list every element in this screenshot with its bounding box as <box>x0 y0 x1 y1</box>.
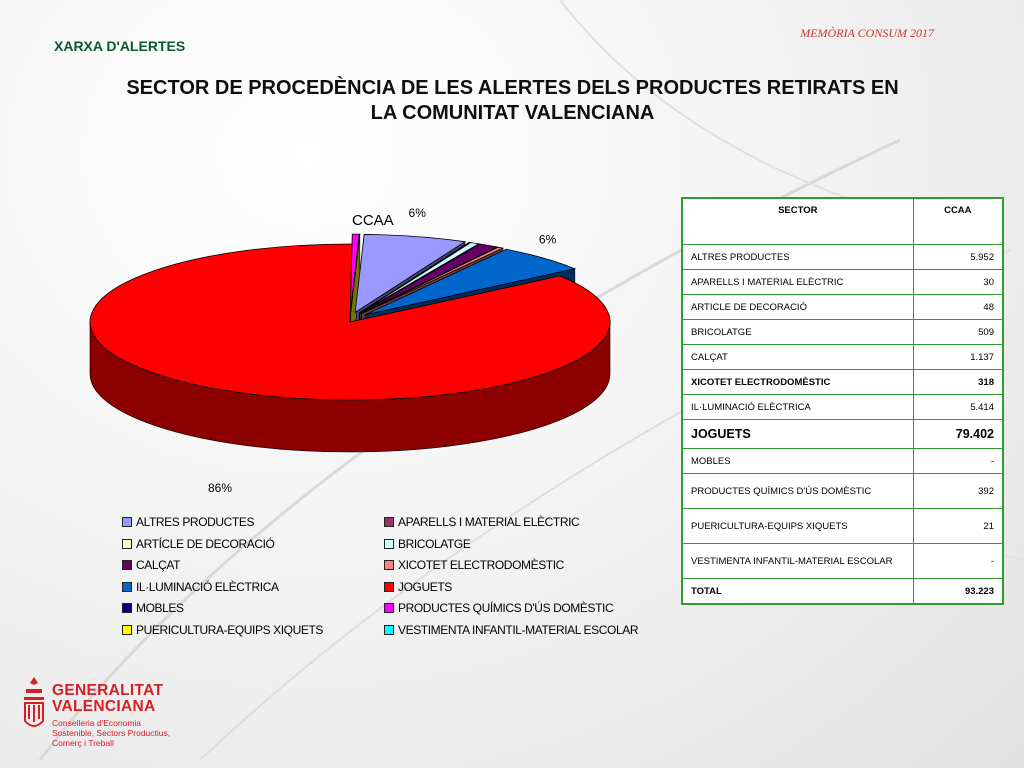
legend-swatch <box>384 517 394 527</box>
row-value: 21 <box>913 509 1003 544</box>
title-line-2: LA COMUNITAT VALENCIANA <box>370 102 655 124</box>
title-line-1: SECTOR DE PROCEDÈNCIA DE LES ALERTES DELS PRODUCTES RETIRATS EN <box>126 77 899 99</box>
legend-item-productes-quimics-d-us-domestic <box>384 601 613 615</box>
legend-label: PRODUCTES QUÍMICS D'ÚS DOMÈSTIC <box>398 601 614 616</box>
row-sector: CALÇAT <box>682 345 913 370</box>
table-row <box>682 395 1003 420</box>
legend-swatch <box>384 603 394 613</box>
legend-label: ALTRES PRODUCTES <box>136 515 255 529</box>
table-row <box>682 474 1003 509</box>
legend-swatch <box>122 517 132 527</box>
row-value: 1.137 <box>913 345 1003 370</box>
legend-swatch <box>384 582 394 592</box>
logo-department <box>52 718 170 748</box>
row-value: 79.402 <box>913 420 1003 449</box>
legend-swatch <box>122 603 132 613</box>
legend-item-puericultura-equips-xiquets <box>122 623 323 637</box>
legend-label: MOBLES <box>136 601 184 616</box>
row-value: 30 <box>913 270 1003 295</box>
legend-label: APARELLS I MATERIAL ELÈCTRIC <box>398 515 580 529</box>
logo-dept-line-1: Conselleria d'Economia <box>52 718 142 728</box>
row-value: 318 <box>913 370 1003 395</box>
legend-item-altres-productes <box>122 515 254 529</box>
table-row <box>682 245 1003 270</box>
table-row <box>682 270 1003 295</box>
section-label: XARXA D'ALERTES <box>54 38 186 54</box>
legend-swatch <box>384 560 394 570</box>
legend-item-joguets <box>384 580 452 594</box>
legend-item-bricolatge <box>384 537 470 551</box>
row-value: 5.414 <box>913 395 1003 420</box>
legend-swatch <box>122 560 132 570</box>
row-sector: JOGUETS <box>682 420 913 449</box>
row-sector: IL·LUMINACIÓ ELÈCTRICA <box>682 395 913 420</box>
table-row <box>682 345 1003 370</box>
data-label-joguets: 86% <box>207 481 233 495</box>
legend-item-aparells-i-material-electric <box>384 515 579 529</box>
row-value: - <box>913 544 1003 579</box>
legend-item-article-de-decoracio <box>122 537 274 551</box>
legend-swatch <box>122 625 132 635</box>
legend-item-vestimenta-infantil-material-escolar <box>384 623 638 637</box>
legend-label: PUERICULTURA-EQUIPS XIQUETS <box>136 623 324 637</box>
page-title <box>60 76 965 126</box>
legend-swatch <box>122 582 132 592</box>
row-value: - <box>913 449 1003 474</box>
row-value: 509 <box>913 320 1003 345</box>
row-sector: APARELLS I MATERIAL ELÈCTRIC <box>682 270 913 295</box>
legend-label: IL·LUMINACIÓ ELÈCTRICA <box>136 579 279 594</box>
data-label-altres-productes: 6% <box>408 205 426 220</box>
row-sector: ARTICLE DE DECORACIÓ <box>682 295 913 320</box>
table-header-row <box>682 198 1003 245</box>
row-value: 93.223 <box>913 579 1003 605</box>
row-sector: TOTAL <box>682 579 913 605</box>
table-row <box>682 295 1003 320</box>
row-value: 392 <box>913 474 1003 509</box>
pie-top <box>90 234 610 400</box>
table-row <box>682 544 1003 579</box>
row-sector: ALTRES PRODUCTES <box>682 245 913 270</box>
data-table <box>681 197 1004 605</box>
row-sector: PUERICULTURA-EQUIPS XIQUETS <box>682 509 913 544</box>
table-row <box>682 320 1003 345</box>
legend-swatch <box>384 625 394 635</box>
legend-label: VESTIMENTA INFANTIL-MATERIAL ESCOLAR <box>398 623 639 637</box>
row-sector: XICOTET ELECTRODOMÈSTIC <box>682 370 913 395</box>
table-row-total <box>682 579 1003 605</box>
legend-label: JOGUETS <box>398 579 452 594</box>
logo-title <box>52 683 163 715</box>
generalitat-shield-icon <box>20 675 50 735</box>
table-row <box>682 420 1003 449</box>
legend-label: CALÇAT <box>136 558 181 573</box>
header-ccaa: CCAA <box>913 198 1003 245</box>
legend-swatch <box>384 539 394 549</box>
table-row <box>682 370 1003 395</box>
row-sector: BRICOLATGE <box>682 320 913 345</box>
chart-title: CCAA <box>352 212 394 229</box>
legend-label: ARTÍCLE DE DECORACIÓ <box>136 536 275 551</box>
header-sector: SECTOR <box>682 198 913 245</box>
row-sector: MOBLES <box>682 449 913 474</box>
legend-item-calcat <box>122 558 180 572</box>
row-value: 48 <box>913 295 1003 320</box>
pie-chart <box>60 195 660 520</box>
legend-label: XICOTET ELECTRODOMÈSTIC <box>398 558 564 573</box>
logo-dept-line-2: Sostenible, Sectors Productius, <box>52 728 171 738</box>
legend-swatch <box>122 539 132 549</box>
row-sector: PRODUCTES QUÍMICS D'ÚS DOMÈSTIC <box>682 474 913 509</box>
legend-item-xicotet-electrodomestic <box>384 558 564 572</box>
table-row <box>682 509 1003 544</box>
logo-dept-line-3: Comerç i Treball <box>52 738 114 748</box>
logo-name-line-2: VALENCIANA <box>52 698 156 715</box>
data-table-container <box>681 197 1004 605</box>
table-row <box>682 449 1003 474</box>
legend-item-il-luminacio-electrica <box>122 580 279 594</box>
row-sector: VESTIMENTA INFANTIL-MATERIAL ESCOLAR <box>682 544 913 579</box>
legend-label: BRICOLATGE <box>398 536 471 551</box>
data-label-il-luminacio-electrica: 6% <box>538 232 557 247</box>
row-value: 5.952 <box>913 245 1003 270</box>
logo-name-line-1: GENERALITAT <box>52 682 164 699</box>
legend-item-mobles <box>122 601 184 615</box>
memoria-label: MEMÒRIA CONSUM 2017 <box>800 26 934 40</box>
